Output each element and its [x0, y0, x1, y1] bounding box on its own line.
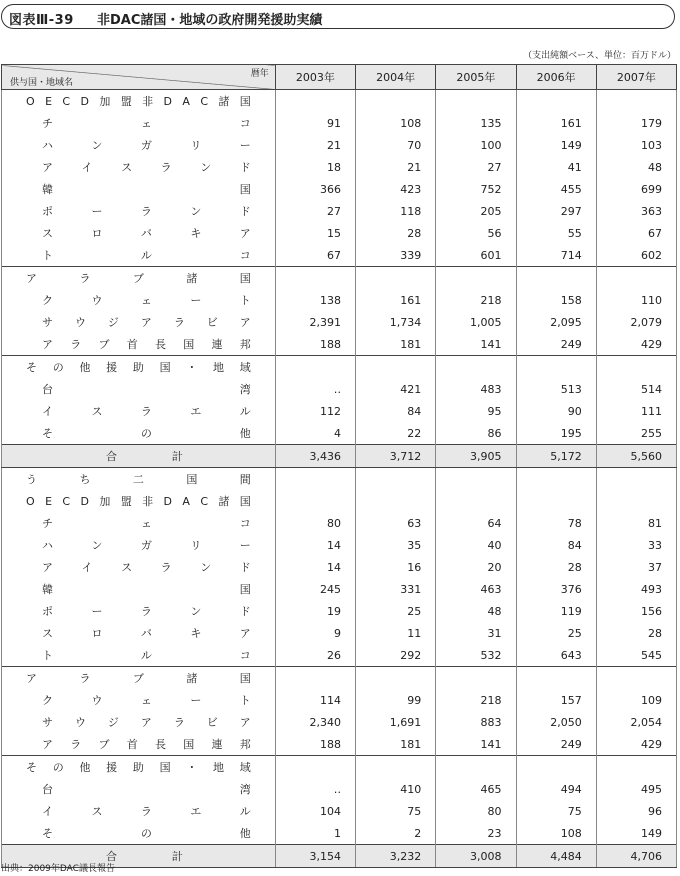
row-label-cell: [2, 778, 276, 800]
value-cell: [436, 267, 516, 290]
value-cell: 110: [596, 289, 676, 311]
value-cell: [356, 468, 436, 491]
row-label-cell: [2, 289, 276, 311]
value-cell: 111: [596, 400, 676, 422]
value-cell: [356, 90, 436, 113]
row-label-cell: [2, 400, 276, 422]
group-header-row: [2, 490, 677, 512]
row-label-cell: [2, 90, 276, 113]
table-row: [2, 600, 677, 622]
table-row: [2, 711, 677, 733]
value-cell: [596, 267, 676, 290]
value-cell: 28: [356, 222, 436, 244]
value-cell: [516, 756, 596, 779]
value-cell: 80: [436, 800, 516, 822]
value-cell: 331: [356, 578, 436, 600]
value-cell: 86: [436, 422, 516, 445]
value-cell: 3,436: [275, 445, 355, 468]
value-cell: 138: [275, 289, 355, 311]
value-cell: 205: [436, 200, 516, 222]
table-row: [2, 689, 677, 711]
table-row: [2, 222, 677, 244]
value-cell: 26: [275, 644, 355, 667]
value-cell: 19: [275, 600, 355, 622]
row-label-cell: [2, 311, 276, 333]
value-cell: 108: [356, 112, 436, 134]
value-cell: 99: [356, 689, 436, 711]
unit-note: （支出純額ベース、単位：百万ドル）: [523, 51, 676, 61]
value-cell: 545: [596, 644, 676, 667]
value-cell: 4,484: [516, 845, 596, 868]
row-label: チ ェ コ: [42, 117, 251, 130]
row-label: そ の 他: [42, 827, 251, 840]
value-cell: 181: [356, 733, 436, 756]
row-label-cell: [2, 534, 276, 556]
value-cell: [516, 468, 596, 491]
row-label: う ち 二 国 間: [26, 473, 251, 486]
value-cell: [275, 667, 355, 690]
value-cell: [596, 356, 676, 379]
value-cell: [516, 90, 596, 113]
value-cell: [356, 756, 436, 779]
table-row: [2, 578, 677, 600]
value-cell: [356, 356, 436, 379]
value-cell: 465: [436, 778, 516, 800]
value-cell: 20: [436, 556, 516, 578]
value-cell: 2: [356, 822, 436, 845]
row-label: 合 計: [106, 450, 183, 463]
row-label-cell: [2, 800, 276, 822]
value-cell: 601: [436, 244, 516, 267]
value-cell: 714: [516, 244, 596, 267]
value-cell: [436, 756, 516, 779]
value-cell: 2,095: [516, 311, 596, 333]
value-cell: [275, 90, 355, 113]
value-cell: 483: [436, 378, 516, 400]
year-header: 2007年: [596, 65, 676, 90]
value-cell: 18: [275, 156, 355, 178]
table-row: [2, 622, 677, 644]
value-cell: 410: [356, 778, 436, 800]
header-row: [2, 65, 677, 90]
value-cell: 2,054: [596, 711, 676, 733]
value-cell: 429: [596, 733, 676, 756]
value-cell: 156: [596, 600, 676, 622]
value-cell: 4: [275, 422, 355, 445]
value-cell: 114: [275, 689, 355, 711]
value-cell: 141: [436, 333, 516, 356]
value-cell: 2,340: [275, 711, 355, 733]
value-cell: 5,560: [596, 445, 676, 468]
value-cell: 195: [516, 422, 596, 445]
value-cell: 494: [516, 778, 596, 800]
group-header-row: [2, 356, 677, 379]
row-label: 韓 国: [42, 183, 251, 196]
value-cell: 5,172: [516, 445, 596, 468]
value-cell: 33: [596, 534, 676, 556]
table-row: [2, 178, 677, 200]
table-row: [2, 644, 677, 667]
value-cell: 84: [516, 534, 596, 556]
value-cell: 21: [275, 134, 355, 156]
value-cell: 81: [596, 512, 676, 534]
value-cell: 363: [596, 200, 676, 222]
table-row: [2, 778, 677, 800]
row-label: ハ ン ガ リ ー: [42, 139, 251, 152]
value-cell: 4,706: [596, 845, 676, 868]
value-cell: [596, 468, 676, 491]
row-label: ア ラ ブ 諸 国: [26, 672, 251, 685]
value-cell: 3,905: [436, 445, 516, 468]
value-cell: 27: [436, 156, 516, 178]
row-label-cell: [2, 178, 276, 200]
row-label-cell: [2, 512, 276, 534]
value-cell: 48: [436, 600, 516, 622]
row-label: チ ェ コ: [42, 517, 251, 530]
row-label: そ の 他 援 助 国 ・ 地 域: [26, 761, 251, 774]
value-cell: 48: [596, 156, 676, 178]
row-label: O E C D 加 盟 非 D A C 諸 国: [26, 94, 251, 108]
value-cell: 63: [356, 512, 436, 534]
value-cell: 699: [596, 178, 676, 200]
row-label-cell: [2, 445, 276, 468]
value-cell: [436, 490, 516, 512]
value-cell: 119: [516, 600, 596, 622]
value-cell: 67: [596, 222, 676, 244]
value-cell: 1,734: [356, 311, 436, 333]
value-cell: 1,691: [356, 711, 436, 733]
table-row: [2, 134, 677, 156]
value-cell: 532: [436, 644, 516, 667]
value-cell: 55: [516, 222, 596, 244]
row-label: ハ ン ガ リ ー: [42, 539, 251, 552]
table-row: [2, 112, 677, 134]
row-label: そ の 他: [42, 427, 251, 440]
value-cell: 158: [516, 289, 596, 311]
value-cell: 70: [356, 134, 436, 156]
value-cell: 2,391: [275, 311, 355, 333]
row-label: ス ロ バ キ ア: [42, 227, 251, 240]
value-cell: 96: [596, 800, 676, 822]
year-header: 2006年: [516, 65, 596, 90]
year-header: 2005年: [436, 65, 516, 90]
value-cell: ‥: [275, 378, 355, 400]
row-label: ア ラ ブ 諸 国: [26, 272, 251, 285]
row-label: イ ス ラ エ ル: [42, 805, 251, 818]
corner-year-label: 暦年: [250, 69, 269, 79]
value-cell: 141: [436, 733, 516, 756]
row-label-cell: [2, 422, 276, 445]
group-header-row: [2, 667, 677, 690]
value-cell: [275, 490, 355, 512]
value-cell: 429: [596, 333, 676, 356]
value-cell: 9: [275, 622, 355, 644]
row-label-cell: [2, 556, 276, 578]
value-cell: [436, 468, 516, 491]
row-label: ア イ ス ラ ン ド: [42, 561, 251, 574]
table-row: [2, 244, 677, 267]
row-label: ポ ー ラ ン ド: [42, 605, 251, 618]
row-label: ア イ ス ラ ン ド: [42, 161, 251, 174]
table-row: [2, 733, 677, 756]
table-row: [2, 333, 677, 356]
row-label-cell: [2, 822, 276, 845]
row-label: 台 湾: [42, 383, 251, 396]
row-label: 韓 国: [42, 583, 251, 596]
value-cell: [516, 667, 596, 690]
value-cell: 297: [516, 200, 596, 222]
value-cell: 218: [436, 689, 516, 711]
source-note: 出典：2009年DAC議長報告: [1, 864, 115, 874]
row-label-cell: [2, 112, 276, 134]
value-cell: 149: [596, 822, 676, 845]
value-cell: [596, 667, 676, 690]
value-cell: 75: [356, 800, 436, 822]
value-cell: 245: [275, 578, 355, 600]
value-cell: 22: [356, 422, 436, 445]
value-cell: 188: [275, 733, 355, 756]
row-label: 合 計: [106, 850, 183, 863]
value-cell: 25: [516, 622, 596, 644]
value-cell: 103: [596, 134, 676, 156]
row-label-cell: [2, 711, 276, 733]
value-cell: 21: [356, 156, 436, 178]
row-label: O E C D 加 盟 非 D A C 諸 国: [26, 494, 251, 508]
year-header: 2004年: [356, 65, 436, 90]
value-cell: 493: [596, 578, 676, 600]
value-cell: 2,079: [596, 311, 676, 333]
row-label-cell: [2, 733, 276, 756]
row-label-cell: [2, 378, 276, 400]
value-cell: 514: [596, 378, 676, 400]
value-cell: [436, 356, 516, 379]
value-cell: 104: [275, 800, 355, 822]
value-cell: [516, 490, 596, 512]
value-cell: 90: [516, 400, 596, 422]
row-label-cell: [2, 200, 276, 222]
value-cell: 339: [356, 244, 436, 267]
value-cell: 752: [436, 178, 516, 200]
value-cell: 31: [436, 622, 516, 644]
row-label-cell: [2, 490, 276, 512]
value-cell: 366: [275, 178, 355, 200]
row-label: ア ラ ブ 首 長 国 連 邦: [42, 738, 251, 751]
row-label: 台 湾: [42, 783, 251, 796]
value-cell: [596, 490, 676, 512]
row-label-cell: [2, 333, 276, 356]
value-cell: 179: [596, 112, 676, 134]
value-cell: 376: [516, 578, 596, 600]
value-cell: 11: [356, 622, 436, 644]
row-label-cell: [2, 267, 276, 290]
table-row: [2, 800, 677, 822]
row-label-cell: [2, 689, 276, 711]
value-cell: 14: [275, 556, 355, 578]
total-row: [2, 445, 677, 468]
value-cell: 91: [275, 112, 355, 134]
row-label-cell: [2, 667, 276, 690]
row-label-cell: [2, 244, 276, 267]
value-cell: 3,154: [275, 845, 355, 868]
value-cell: [596, 90, 676, 113]
row-label: ス ロ バ キ ア: [42, 627, 251, 640]
table-row: [2, 378, 677, 400]
value-cell: 84: [356, 400, 436, 422]
value-cell: ‥: [275, 778, 355, 800]
value-cell: 423: [356, 178, 436, 200]
value-cell: 41: [516, 156, 596, 178]
value-cell: 56: [436, 222, 516, 244]
value-cell: [436, 90, 516, 113]
row-label: ク ウ ェ ー ト: [42, 294, 251, 307]
value-cell: 28: [596, 622, 676, 644]
value-cell: [275, 356, 355, 379]
value-cell: 25: [356, 600, 436, 622]
value-cell: 23: [436, 822, 516, 845]
value-cell: 135: [436, 112, 516, 134]
value-cell: 100: [436, 134, 516, 156]
value-cell: 463: [436, 578, 516, 600]
row-label-cell: [2, 578, 276, 600]
table-row: [2, 556, 677, 578]
value-cell: 188: [275, 333, 355, 356]
row-label-cell: [2, 622, 276, 644]
value-cell: 249: [516, 333, 596, 356]
value-cell: [356, 667, 436, 690]
value-cell: 602: [596, 244, 676, 267]
row-label: ト ル コ: [42, 249, 251, 262]
row-label: ポ ー ラ ン ド: [42, 205, 251, 218]
value-cell: 27: [275, 200, 355, 222]
value-cell: [356, 267, 436, 290]
value-cell: [356, 490, 436, 512]
value-cell: 513: [516, 378, 596, 400]
value-cell: 218: [436, 289, 516, 311]
value-cell: [275, 756, 355, 779]
row-label-cell: [2, 156, 276, 178]
value-cell: 255: [596, 422, 676, 445]
group-header-row: [2, 756, 677, 779]
row-label: ク ウ ェ ー ト: [42, 694, 251, 707]
row-label-cell: [2, 356, 276, 379]
value-cell: 157: [516, 689, 596, 711]
corner-header: [2, 65, 276, 90]
value-cell: 37: [596, 556, 676, 578]
value-cell: 40: [436, 534, 516, 556]
value-cell: 1,005: [436, 311, 516, 333]
value-cell: 292: [356, 644, 436, 667]
value-cell: 78: [516, 512, 596, 534]
value-cell: 249: [516, 733, 596, 756]
value-cell: 118: [356, 200, 436, 222]
year-header: 2003年: [275, 65, 355, 90]
row-label: ト ル コ: [42, 649, 251, 662]
row-label: ア ラ ブ 首 長 国 連 邦: [42, 338, 251, 351]
value-cell: [516, 267, 596, 290]
value-cell: [516, 356, 596, 379]
group-header-row: [2, 267, 677, 290]
value-cell: [275, 267, 355, 290]
row-label-cell: [2, 222, 276, 244]
value-cell: 67: [275, 244, 355, 267]
figure-title-box: [1, 4, 675, 29]
oda-table: [1, 64, 677, 868]
value-cell: 3,712: [356, 445, 436, 468]
value-cell: [596, 756, 676, 779]
value-cell: 75: [516, 800, 596, 822]
value-cell: 28: [516, 556, 596, 578]
value-cell: 16: [356, 556, 436, 578]
table-row: [2, 156, 677, 178]
value-cell: [436, 667, 516, 690]
row-label-cell: [2, 468, 276, 491]
row-label-cell: [2, 644, 276, 667]
value-cell: 3,232: [356, 845, 436, 868]
value-cell: 14: [275, 534, 355, 556]
value-cell: 883: [436, 711, 516, 733]
value-cell: 643: [516, 644, 596, 667]
value-cell: 181: [356, 333, 436, 356]
value-cell: 161: [356, 289, 436, 311]
value-cell: 455: [516, 178, 596, 200]
table-row: [2, 311, 677, 333]
row-label: サ ウ ジ ア ラ ビ ア: [42, 716, 251, 729]
row-label: そ の 他 援 助 国 ・ 地 域: [26, 361, 251, 374]
value-cell: 2,050: [516, 711, 596, 733]
value-cell: 80: [275, 512, 355, 534]
corner-country-label: 供与国・地域名: [10, 78, 74, 88]
value-cell: 149: [516, 134, 596, 156]
value-cell: 109: [596, 689, 676, 711]
value-cell: 64: [436, 512, 516, 534]
row-label: イ ス ラ エ ル: [42, 405, 251, 418]
table-row: [2, 289, 677, 311]
table-row: [2, 512, 677, 534]
table-body: [2, 90, 677, 868]
value-cell: 161: [516, 112, 596, 134]
group-header-row: [2, 90, 677, 113]
row-label-cell: [2, 600, 276, 622]
table-row: [2, 534, 677, 556]
value-cell: 112: [275, 400, 355, 422]
value-cell: 108: [516, 822, 596, 845]
value-cell: 3,008: [436, 845, 516, 868]
value-cell: 421: [356, 378, 436, 400]
value-cell: 15: [275, 222, 355, 244]
table-row: [2, 400, 677, 422]
group-header-row: [2, 468, 677, 491]
row-label-cell: [2, 134, 276, 156]
row-label-cell: [2, 756, 276, 779]
value-cell: 1: [275, 822, 355, 845]
row-label: サ ウ ジ ア ラ ビ ア: [42, 316, 251, 329]
value-cell: [275, 468, 355, 491]
value-cell: 95: [436, 400, 516, 422]
figure-label: 図表Ⅲ-39: [9, 13, 74, 28]
value-cell: 495: [596, 778, 676, 800]
figure-title: 非DAC諸国・地域の政府開発援助実績: [97, 13, 323, 28]
table-row: [2, 200, 677, 222]
table-row: [2, 422, 677, 445]
table-row: [2, 822, 677, 845]
value-cell: 35: [356, 534, 436, 556]
